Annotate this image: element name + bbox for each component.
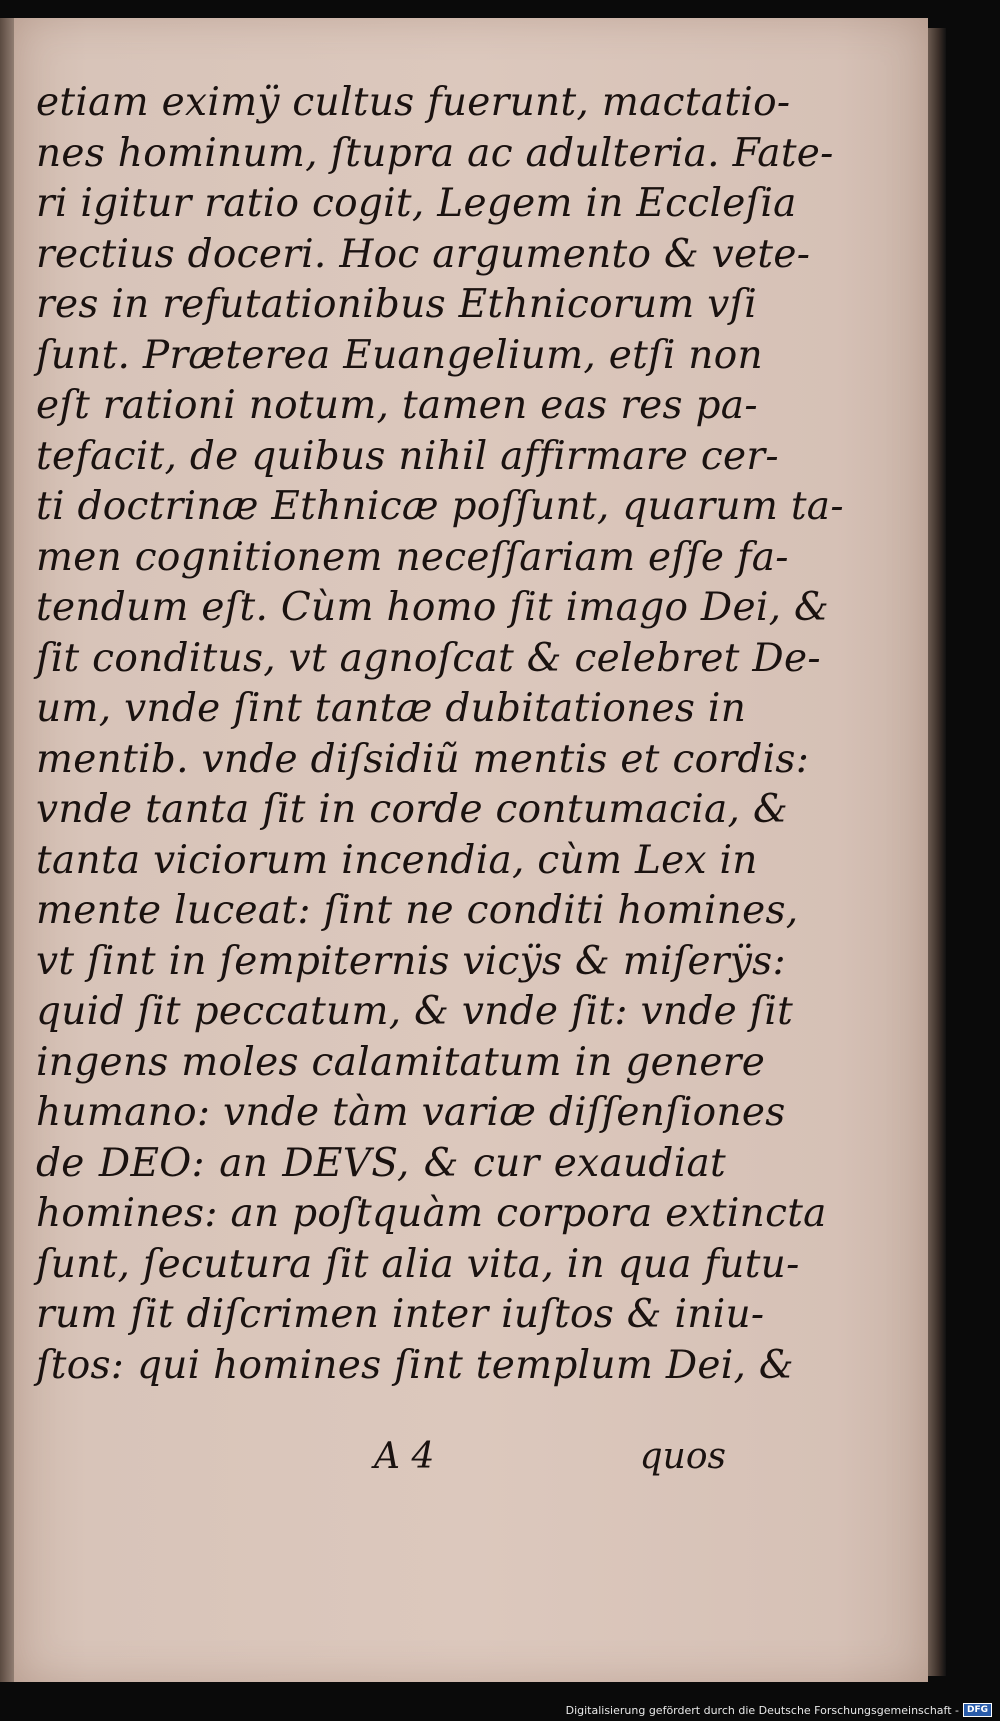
- text-line: mente luceat: ſint ne conditi homines,: [36, 888, 799, 933]
- text-line: nes hominum, ſtupra ac adulteria. Fate-: [36, 130, 834, 176]
- text-line: ingens moles calamitatum in genere: [36, 1039, 766, 1085]
- text-line: vt ſint in ſempiternis vicÿs & miſerÿs:: [36, 938, 786, 984]
- catchword: quos: [639, 1436, 726, 1477]
- credit-text: Digitalisierung gefördert durch die Deutsche Forschungsgemeinschaft -: [565, 1703, 959, 1717]
- text-line: mentib. vnde diſsidiũ mentis et cordis:: [36, 736, 810, 782]
- text-line: ſunt. Præterea Euangelium, etſi non: [36, 332, 763, 378]
- text-line: rum ſit diſcrimen inter iuſtos & iniu-: [36, 1292, 765, 1337]
- text-line: de DEO: an DEVS, & cur exaudiat: [36, 1140, 726, 1186]
- text-line: homines: an poſtquàm corpora extincta: [36, 1191, 827, 1236]
- text-line: tanta viciorum incendia, cùm Lex in: [36, 837, 758, 883]
- text-line: rectius doceri. Hoc argumento & vete-: [36, 231, 811, 277]
- text-line: ri igitur ratio cogit, Legem in Eccleſia: [36, 181, 797, 226]
- text-line: humano: vnde tàm variæ diſſenſiones: [36, 1090, 786, 1135]
- text-line: ſtos: qui homines ſint templum Dei, &: [36, 1342, 794, 1388]
- text-line: vnde tanta ſit in corde contumacia, &: [36, 787, 788, 832]
- text-line: men cognitionem neceſſariam eſſe fa-: [36, 534, 789, 580]
- text-line: ſunt, ſecutura ſit alia vita, in qua futu-: [36, 1241, 800, 1287]
- dfg-logo: DFG: [963, 1703, 992, 1717]
- text-line: ti doctrinæ Ethnicæ poſſunt, quarum ta-: [36, 484, 844, 529]
- text-line: tefacit, de quibus nihil affirmare cer-: [36, 433, 779, 479]
- text-line: etiam eximÿ cultus fuerunt, mactatio-: [36, 80, 791, 125]
- text-line: eſt rationi notum, tamen eas res pa-: [36, 383, 758, 428]
- page-right-edge: [928, 28, 946, 1676]
- text-line: ſit conditus, vt agnoſcat & celebret De-: [36, 635, 821, 681]
- digitization-credit: [566, 1703, 992, 1717]
- text-line: um, vnde ſint tantæ dubitationes in: [36, 686, 747, 731]
- page-text-block: [36, 78, 844, 1391]
- text-line: res in refutationibus Ethnicorum vſi: [36, 282, 758, 327]
- text-line: tendum eſt. Cùm homo ſit imago Dei, &: [36, 585, 830, 630]
- text-line: quid ſit peccatum, & vnde ſit: vnde ſit: [36, 989, 794, 1034]
- page-footer: [36, 1436, 726, 1486]
- signature-mark: A 4: [374, 1436, 435, 1477]
